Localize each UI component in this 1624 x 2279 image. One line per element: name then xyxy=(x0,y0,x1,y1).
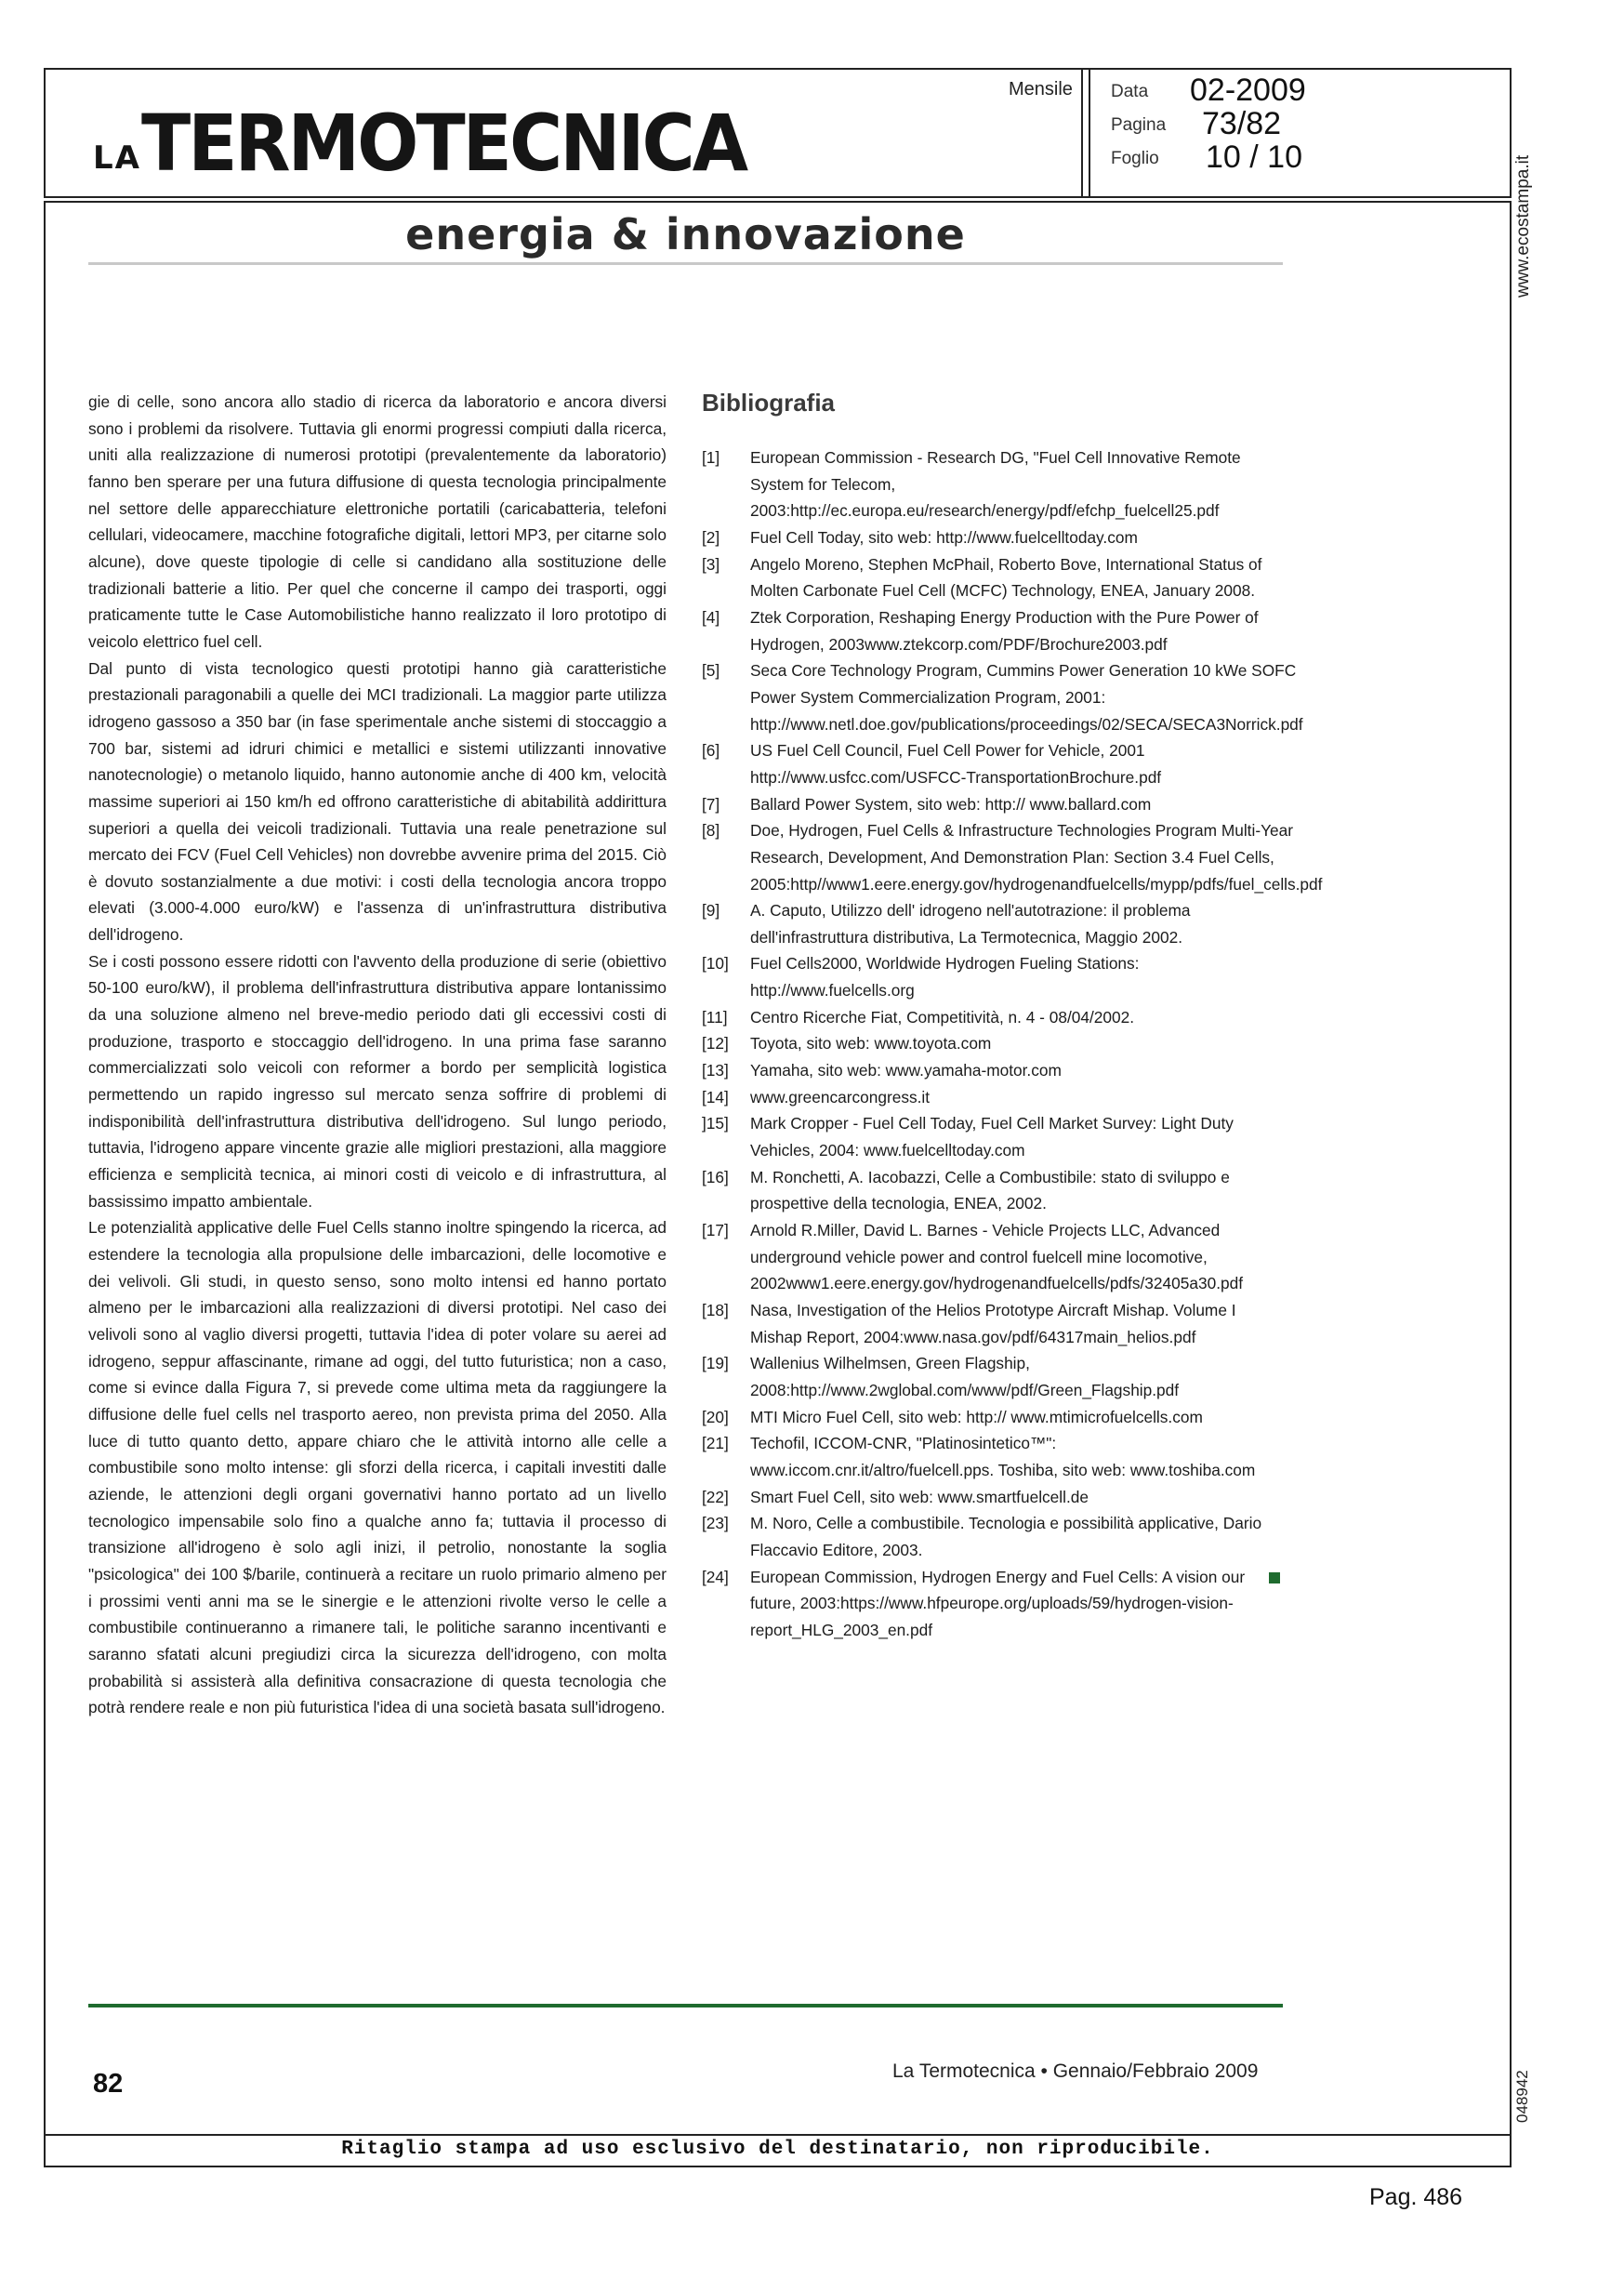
bibliography-entry xyxy=(702,1404,1280,1431)
bibliography-entry xyxy=(702,897,1280,950)
bibliography-entry xyxy=(702,1030,1280,1057)
bibliography-entry xyxy=(702,1164,1280,1217)
header-divider xyxy=(1081,68,1083,198)
bibliography-entry-text: Nasa, Investigation of the Helios Prototype Aircraft Mishap. Volume I Mishap Report, 2004:www.nasa.gov/pdf/64317main_helios.pdf xyxy=(750,1301,1236,1346)
sheet-label: Foglio xyxy=(1111,149,1159,168)
bibliography-entry-text: M. Noro, Celle a combustibile. Tecnologia e possibilità applicative, Dario Flaccavio Editore, 2003. xyxy=(750,1514,1262,1559)
side-code: 048942 xyxy=(1513,2070,1531,2123)
end-of-article-mark xyxy=(1269,1572,1280,1583)
bibliography-entry-text: Ztek Corporation, Reshaping Energy Production with the Pure Power of Hydrogen, 2003www.ztekcorp.com/PDF/Brochure2003.pdf xyxy=(750,607,1259,654)
bibliography-entry xyxy=(702,1057,1280,1084)
bibliography-entry-text: Ballard Power System, sito web: http:// www.ballard.com xyxy=(750,794,1152,814)
bibliography-entry-number: [24] xyxy=(702,1567,729,1586)
bibliography-entry xyxy=(702,1484,1280,1511)
bibliography-entry xyxy=(702,1510,1280,1563)
bibliography-entry-number: [10] xyxy=(702,954,729,974)
bibliography-entry-number: [3] xyxy=(702,554,720,574)
bibliography-entry-text: Techofil, ICCOM-CNR, "Platinosintetico™": www.iccom.cnr.it/altro/fuelcell.pps. Toshiba, sito web: www.toshiba.com xyxy=(750,1434,1256,1479)
bibliography-entry xyxy=(702,1217,1280,1297)
bibliography-entry-text: www.greencarcongress.it xyxy=(750,1087,931,1106)
sheet-value: 10 / 10 xyxy=(1206,139,1302,175)
bibliography-entry-text: Yamaha, sito web: www.yamaha-motor.com xyxy=(750,1061,1062,1080)
bibliography-heading: Bibliografia xyxy=(702,389,836,417)
bottom-rule xyxy=(88,2004,1283,2007)
bibliography-entry-number: [17] xyxy=(702,1221,729,1240)
article-body xyxy=(88,389,667,1721)
bibliography-entry xyxy=(702,524,1280,551)
bibliography-entry-text: Fuel Cell Today, sito web: http://www.fuelcelltoday.com xyxy=(750,527,1138,547)
scan-page-number: Pag. 486 xyxy=(1369,2184,1463,2210)
bibliography-entry-text: Seca Core Technology Program, Cummins Power Generation 10 kWe SOFC Power System Commercialization Program, 2001: http://www.netl.doe.gov/publications/proceedings/02/SECA/SECA3Norrick.pdf xyxy=(750,661,1303,734)
logo-main: TERMOTECNICA xyxy=(140,99,746,190)
bibliography-entry-number: [2] xyxy=(702,527,720,547)
bibliography-entry-text: A. Caputo, Utilizzo dell' idrogeno nell'autotrazione: il problema dell'infrastruttura distributiva, La Termotecnica, Maggio 2002. xyxy=(750,901,1191,947)
bibliography-entry-number: [12] xyxy=(702,1034,729,1053)
article-paragraph: gie di celle, sono ancora allo stadio di ricerca da laboratorio e ancora diversi sono i problemi da risolvere. Tuttavia gli enormi progressi compiuti dalla ricerca, uniti alla realizzazione di numerosi prototipi (prevalentemente da laboratorio) fanno ben sperare per una futura diffusione di questa tecnologia principalmente nel settore delle apparecchiature elettroniche portatili (caricabatteria, telefoni cellulari, videocamere, macchine fotografiche digitali, lettori MP3, per citarne solo alcune), dove queste tipologie di celle si candidano alla sostituzione delle tradizionali batterie a litio. Per quel che concerne il campo dei trasporti, oggi praticamente tutte le Case Automobilistiche hanno realizzato il loro prototipo di veicolo elettrico fuel cell. xyxy=(88,392,667,651)
bibliography-entry-number: [20] xyxy=(702,1407,729,1426)
bibliography-list xyxy=(702,444,1323,1644)
bibliography-entry xyxy=(702,1004,1280,1031)
bibliography-entry-number: [13] xyxy=(702,1061,729,1080)
logo-prefix: LA xyxy=(93,139,141,177)
bibliography-entry-number: [4] xyxy=(702,607,720,627)
bibliography-entry-text: M. Ronchetti, A. Iacobazzi, Celle a Combustibile: stato di sviluppo e prospettive della tecnologia, ENEA, 2002. xyxy=(750,1167,1230,1213)
bibliography-entry-text: Fuel Cells2000, Worldwide Hydrogen Fueling Stations: http://www.fuelcells.org xyxy=(750,954,1140,1000)
side-url: www.ecostampa.it xyxy=(1513,154,1533,298)
frequency-label: Mensile xyxy=(1009,79,1073,99)
bibliography-entry xyxy=(702,604,1280,657)
bibliography-entry xyxy=(702,737,1280,790)
bibliography-entry xyxy=(702,1297,1280,1350)
page-number: 82 xyxy=(93,2069,124,2099)
bibliography-entry xyxy=(702,1564,1280,1644)
bibliography-entry-number: ]15] xyxy=(702,1114,729,1133)
bibliography-entry-number: [14] xyxy=(702,1087,729,1106)
date-value: 02-2009 xyxy=(1190,73,1306,108)
title-rule xyxy=(88,262,1283,265)
bibliography-entry-number: [19] xyxy=(702,1354,729,1373)
bibliography-entry xyxy=(702,791,1280,818)
bibliography-entry-text: US Fuel Cell Council, Fuel Cell Power for Vehicle, 2001 http://www.usfcc.com/USFCC-TransportationBrochure.pdf xyxy=(750,741,1162,787)
bibliography-entry-text: Smart Fuel Cell, sito web: www.smartfuelcell.de xyxy=(750,1487,1089,1506)
bibliography-entry-text: European Commission, Hydrogen Energy and Fuel Cells: A vision our future, 2003:https://www.hfpeurope.org/uploads/59/hydrogen-vision-report_HLG_2003_en.pdf xyxy=(750,1567,1246,1639)
bibliography-entry-number: [8] xyxy=(702,821,720,841)
magazine-logo xyxy=(93,99,746,190)
bibliography-entry-text: Centro Ricerche Fiat, Competitività, n. 4 - 08/04/2002. xyxy=(750,1007,1135,1027)
page-label: Pagina xyxy=(1111,115,1167,135)
bibliography-entry-text: Wallenius Wilhelmsen, Green Flagship, 2008:http://www.2wglobal.com/www/pdf/Green_Flagship.pdf xyxy=(750,1354,1180,1399)
bibliography-entry-number: [23] xyxy=(702,1514,729,1533)
bibliography-entry-text: Arnold R.Miller, David L. Barnes - Vehicle Projects LLC, Advanced underground vehicle power and control fuelcell mine locomotive, 2002www1.eere.energy.gov/hydrogenandfuelcells/pdfs/32405a30.pdf xyxy=(750,1221,1244,1293)
bibliography-entry-text: MTI Micro Fuel Cell, sito web: http:// www.mtimicrofuelcells.com xyxy=(750,1407,1203,1426)
bibliography-entry-text: European Commission - Research DG, "Fuel Cell Innovative Remote System for Telecom, 2003:http://ec.europa.eu/research/energy/pdf/efchp_fuelcell25.pdf xyxy=(750,448,1241,521)
disclaimer-divider xyxy=(44,2134,1512,2136)
bibliography-entry xyxy=(702,950,1280,1003)
bibliography-entry-number: [22] xyxy=(702,1487,729,1506)
bibliography-entry-number: [16] xyxy=(702,1167,729,1186)
article-paragraph: Dal punto di vista tecnologico questi prototipi hanno già caratteristiche prestazionali paragonabili a quelle dei MCI tradizionali. La maggior parte utilizza idrogeno gassoso a 350 bar (in fase sperimentale anche sistemi di stoccaggio a 700 bar, sistemi ad idruri chimici e metallici e sistemi utilizzanti innovative nanotecnologie) o metanolo liquido, hanno autonomie anche di 400 km, velocità massime superiori ai 150 km/h ed offrono caratteristiche di abitabilità addirittura superiori a quella dei veicoli tradizionali. Tuttavia una reale penetrazione sul mercato dei FCV (Fuel Cell Vehicles) non dovrebbe avvenire prima del 2015. Ciò è dovuto sostanzialmente a due motivi: i costi della tecnologia ancora troppo elevati (3.000-4.000 euro/kW) e l'assenza di un'infrastruttura distributiva dell'idrogeno. xyxy=(88,658,667,945)
section-title: energia & innovazione xyxy=(405,209,966,259)
bibliography-entry xyxy=(702,551,1280,604)
bibliography-entry xyxy=(702,444,1280,524)
bibliography-entry xyxy=(702,817,1323,897)
bibliography-entry-number: [5] xyxy=(702,661,720,681)
bibliography-entry-number: [21] xyxy=(702,1434,729,1453)
bibliography-entry-number: [1] xyxy=(702,448,720,467)
article-paragraph: Le potenzialità applicative delle Fuel Cells stanno inoltre spingendo la ricerca, ad estendere la tecnologia alla propulsione delle imbarcazioni, delle locomotive e dei velivoli. Gli studi, in questo senso, sono molto intensi ed hanno portato almeno per le imbarcazioni alla realizzazioni di diversi prototipi. Nel caso dei velivoli sono al vaglio diversi progetti, tuttavia l'idea di poter volare su aerei ad idrogeno, seppur affascinante, rimane ad oggi, del tutto futuristica; non a caso, come si evince dalla Figura 7, si prevede come ultima meta da raggiungere la diffusione delle fuel cells nel trasporto aereo, non prevista prima del 2050. Alla luce di tutto quanto detto, appare chiaro che le attività intorno alle celle a combustibile sono molto intense: gli sforzi della ricerca, i capitali investiti dalle aziende, le attenzioni degli organi governativi hanno portato ad un livello tecnologico impensabile solo fino a qualche anno fa; tuttavia il processo di transizione all'idrogeno è solo agli inizi, il petrolio, nonostante la soglia "psicologica" dei 100 $/barile, continuerà a recitare un ruolo primario almeno per i prossimi venti anni ma se le sinergie e le attenzioni rivolte verso le celle a combustibile continueranno a rimanere tali, le politiche saranno incentivanti e saranno sfatati alcuni pregiudizi circa la sicurezza dell'idrogeno, con molta probabilità si assisterà alla definitiva consacrazione di questa tecnologia che potrà rendere reale e non più futuristica l'idea di una società basata sull'idrogeno. xyxy=(88,1218,667,1717)
bibliography-entry-text: Angelo Moreno, Stephen McPhail, Roberto Bove, International Status of Molten Carbonate Fuel Cell (MCFC) Technology, ENEA, January 2008. xyxy=(750,554,1262,601)
bibliography-entry xyxy=(702,1350,1280,1403)
bibliography-entry-number: [11] xyxy=(702,1007,728,1027)
bibliography-entry-number: [7] xyxy=(702,794,720,814)
disclaimer: Ritaglio stampa ad uso esclusivo del destinatario, non riproducibile. xyxy=(341,2139,1214,2160)
bibliography-entry xyxy=(702,1084,1280,1111)
bibliography-entry-number: [18] xyxy=(702,1301,729,1319)
header-divider xyxy=(1089,68,1090,198)
page-value: 73/82 xyxy=(1202,106,1282,141)
bibliography-entry xyxy=(702,1430,1280,1483)
bibliography-entry-text: Mark Cropper - Fuel Cell Today, Fuel Cell Market Survey: Light Duty Vehicles, 2004: www.fuelcelltoday.com xyxy=(750,1114,1234,1160)
bibliography-entry xyxy=(702,657,1303,737)
article-paragraph: Se i costi possono essere ridotti con l'avvento della produzione di serie (obiettivo 50-100 euro/kW), il problema dell'infrastruttura distributiva appare lontanissimo da una soluzione almeno nel breve-medio periodo dati gli eccessivi costi di produzione, trasporto e stoccaggio dell'idrogeno. In una prima fase saranno commercializzati solo veicoli con reformer a bordo per semplicità logistica permettendo un rapido ingresso sul mercato senza soffrire di problemi di indisponibilità dell'infrastruttura distributiva dell'idrogeno. Sul lungo periodo, tuttavia, l'idrogeno appare vincente grazie alle migliori prestazioni, alla maggiore efficienza e semplicità tecnica, ai minori costi di veicolo e di infrastruttura, al bassissimo impatto ambientale. xyxy=(88,951,667,1211)
bibliography-entry-number: [6] xyxy=(702,741,720,761)
bibliography-entry-text: Toyota, sito web: www.toyota.com xyxy=(750,1034,992,1053)
bibliography-entry xyxy=(702,1110,1280,1163)
bibliography-entry-text: Doe, Hydrogen, Fuel Cells & Infrastructure Technologies Program Multi-Year Research, Development, And Demonstration Plan: Section 3.4 Fuel Cells, 2005:http//www1.eere.energy.gov/hydrogenandfuelcells/mypp/pdfs/fuel_cells.pdf xyxy=(750,821,1323,894)
bibliography-entry-number: [9] xyxy=(702,901,720,921)
footer-publication: La Termotecnica • Gennaio/Febbraio 2009 xyxy=(892,2060,1259,2082)
date-label: Data xyxy=(1111,82,1149,101)
